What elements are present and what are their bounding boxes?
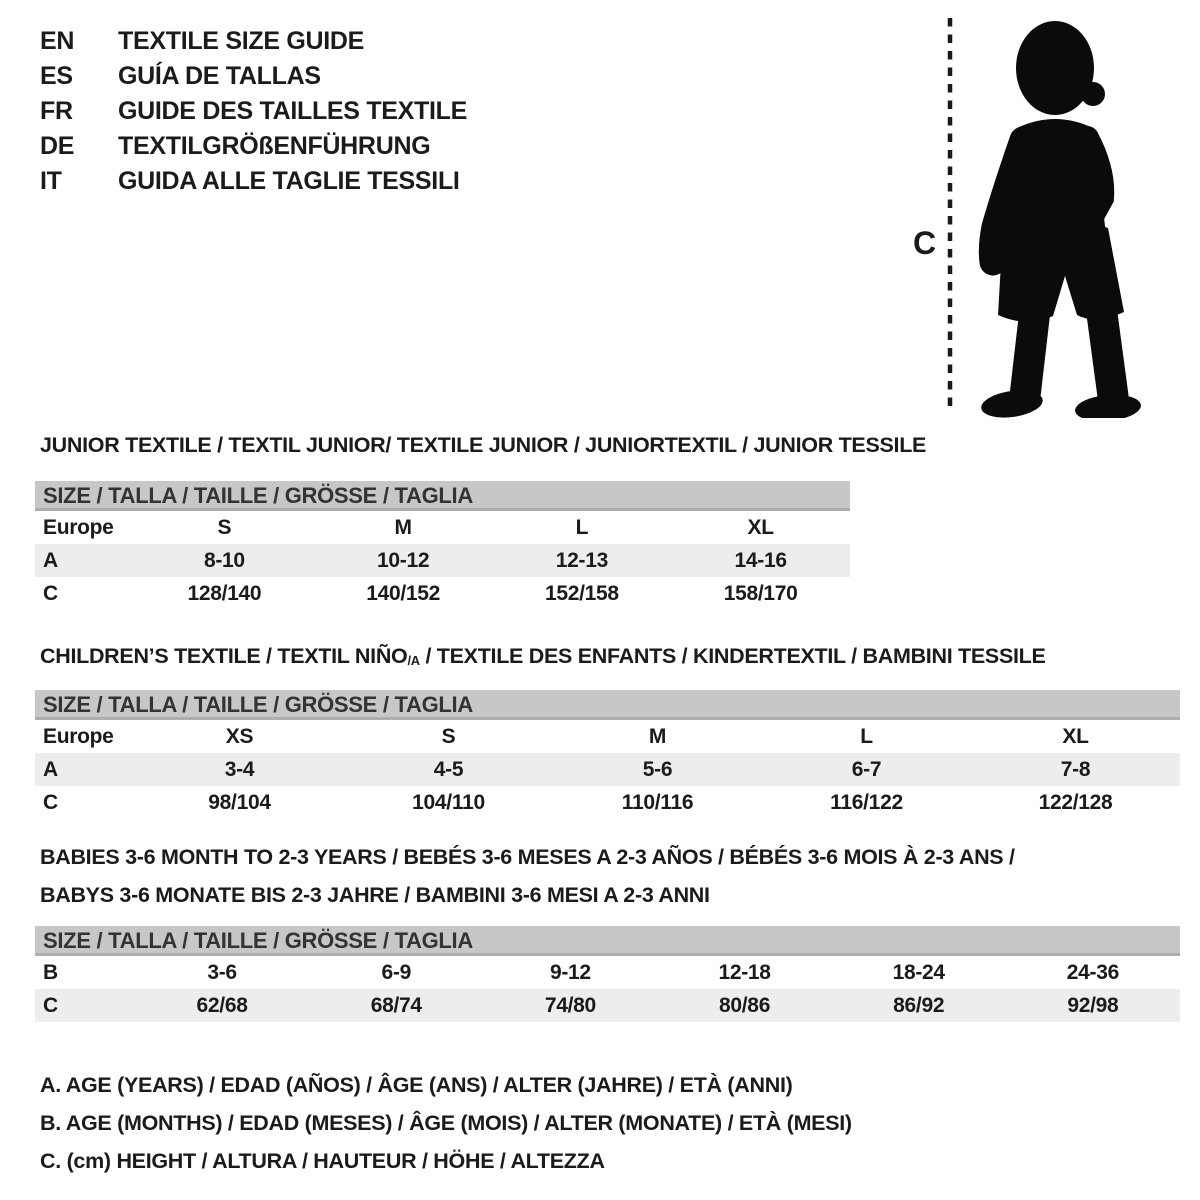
babies-title-line2: BABYS 3-6 MONATE BIS 2-3 JAHRE / BAMBINI 3-6 MESI A 2-3 ANNI	[40, 883, 710, 907]
children-title-pre: CHILDREN’S TEXTILE / TEXTIL NIÑO	[40, 644, 408, 668]
junior-section-title: JUNIOR TEXTILE / TEXTIL JUNIOR/ TEXTILE JUNIOR / JUNIORTEXTIL / JUNIOR TESSILE	[40, 433, 927, 457]
legend-line-a: A. AGE (YEARS) / EDAD (AÑOS) / ÂGE (ANS) / ALTER (JAHRE) / ETÀ (ANNI)	[40, 1073, 793, 1097]
size-cell: XS	[225, 724, 254, 748]
legend	[40, 1066, 852, 1180]
height-cell: 116/122	[830, 790, 903, 814]
babies-title-line1: BABIES 3-6 MONTH TO 2-3 YEARS / BEBÉS 3-6 MESES A 2-3 AÑOS / BÉBÉS 3-6 MOIS À 2-3 ANS /	[40, 845, 1015, 869]
row-label: B	[43, 960, 58, 984]
height-label: C	[913, 225, 936, 261]
children-title-sub: /A	[407, 652, 420, 668]
table-row	[35, 989, 1180, 1022]
age-cell: 4-5	[433, 757, 464, 781]
language-row	[40, 59, 467, 94]
height-cell: 86/92	[893, 993, 945, 1017]
age-cell: 9-12	[549, 960, 591, 984]
language-row	[40, 164, 467, 199]
table-row	[35, 720, 1180, 753]
size-cell: XL	[747, 515, 774, 539]
baby-height-figure	[905, 8, 1155, 418]
size-cell: L	[860, 724, 873, 748]
language-row	[40, 94, 467, 129]
children-size-table	[35, 690, 1180, 819]
age-cell: 5-6	[642, 757, 673, 781]
language-code: EN	[40, 27, 75, 55]
language-title: GUIDA ALLE TAGLIE TESSILI	[118, 167, 460, 195]
height-cell: 158/170	[723, 581, 798, 605]
size-cell: L	[575, 515, 589, 539]
age-cell: 7-8	[1060, 757, 1091, 781]
age-cell: 14-16	[734, 548, 787, 572]
row-label: C	[43, 581, 58, 605]
height-cell: 80/86	[719, 993, 771, 1017]
height-cell: 104/110	[412, 790, 485, 814]
babies-size-table	[35, 926, 1180, 1022]
row-label: C	[43, 790, 58, 814]
table-row	[35, 577, 850, 610]
table-row	[35, 544, 850, 577]
height-cell: 128/140	[187, 581, 262, 605]
legend-line-c: C. (cm) HEIGHT / ALTURA / HAUTEUR / HÖHE / ALTEZZA	[40, 1149, 605, 1173]
language-code: ES	[40, 62, 73, 90]
height-cell: 98/104	[208, 790, 271, 814]
children-section-title	[40, 643, 1046, 674]
size-cell: S	[217, 515, 232, 539]
row-label: A	[43, 548, 58, 572]
age-cell: 10-12	[377, 548, 430, 572]
language-title: TEXTILGRÖßENFÜHRUNG	[118, 132, 431, 160]
height-cell: 68/74	[370, 993, 422, 1017]
language-code: IT	[40, 167, 62, 195]
size-cell: S	[441, 724, 456, 748]
age-cell: 3-6	[207, 960, 237, 984]
height-cell: 140/152	[366, 581, 441, 605]
age-cell: 6-9	[381, 960, 411, 984]
babies-section-title	[40, 838, 1015, 914]
language-code: DE	[40, 132, 75, 160]
age-cell: 3-4	[224, 757, 255, 781]
size-cell: M	[648, 724, 667, 748]
height-cell: 74/80	[544, 993, 596, 1017]
height-cell: 62/68	[196, 993, 248, 1017]
height-cell: 152/158	[544, 581, 619, 605]
size-cell: XL	[1062, 724, 1089, 748]
size-header-bar: SIZE / TALLA / TAILLE / GRÖSSE / TAGLIA	[35, 481, 850, 511]
table-row	[35, 956, 1180, 989]
legend-line-b: B. AGE (MONTHS) / EDAD (MESES) / ÂGE (MOIS) / ALTER (MONATE) / ETÀ (MESI)	[40, 1111, 852, 1135]
height-cell: 110/116	[621, 790, 694, 814]
age-cell: 18-24	[892, 960, 945, 984]
size-header-bar: SIZE / TALLA / TAILLE / GRÖSSE / TAGLIA	[35, 690, 1180, 720]
age-cell: 12-13	[555, 548, 608, 572]
language-row	[40, 129, 467, 164]
toddler-silhouette-icon	[979, 21, 1142, 418]
table-row	[35, 511, 850, 544]
language-code: FR	[40, 97, 73, 125]
table-row	[35, 753, 1180, 786]
children-title-post: / TEXTILE DES ENFANTS / KINDERTEXTIL / BAMBINI TESSILE	[419, 644, 1046, 668]
size-header-bar: SIZE / TALLA / TAILLE / GRÖSSE / TAGLIA	[35, 926, 1180, 956]
age-cell: 12-18	[718, 960, 771, 984]
row-label: C	[43, 993, 58, 1017]
language-title: TEXTILE SIZE GUIDE	[118, 27, 365, 55]
age-cell: 8-10	[203, 548, 245, 572]
age-cell: 6-7	[851, 757, 882, 781]
size-cell: M	[394, 515, 412, 539]
language-title: GUÍA DE TALLAS	[118, 62, 321, 90]
junior-size-table	[35, 481, 850, 610]
height-cell: 92/98	[1067, 993, 1119, 1017]
height-cell: 122/128	[1038, 790, 1113, 814]
language-list	[40, 24, 467, 199]
language-row	[40, 24, 467, 59]
age-cell: 24-36	[1066, 960, 1119, 984]
table-row	[35, 786, 1180, 819]
language-title: GUIDE DES TAILLES TEXTILE	[118, 97, 468, 125]
row-label: Europe	[43, 515, 114, 539]
row-label: A	[43, 757, 58, 781]
row-label: Europe	[43, 724, 114, 748]
